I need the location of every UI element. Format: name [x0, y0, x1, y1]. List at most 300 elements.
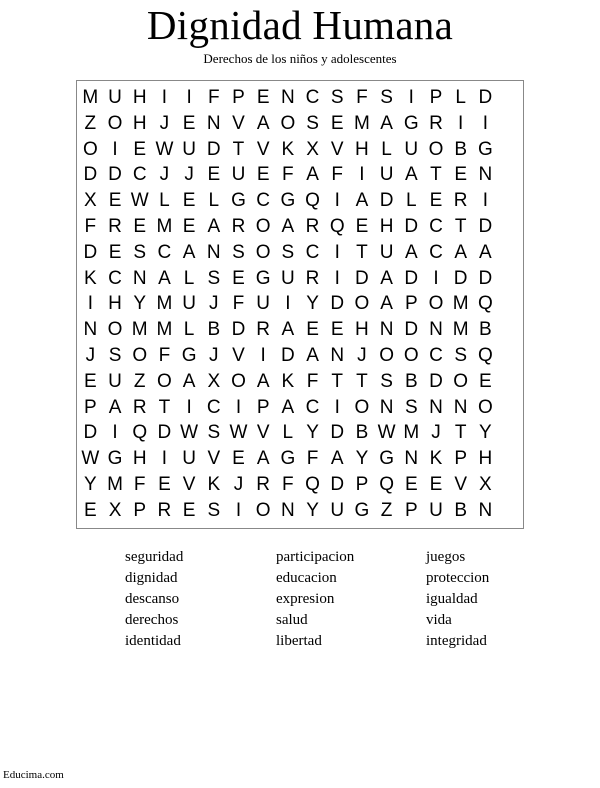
grid-letter: F: [282, 473, 294, 495]
grid-letter: D: [206, 138, 221, 160]
grid-letter: S: [404, 396, 418, 418]
grid-letter: B: [404, 370, 418, 392]
grid-letter: P: [84, 396, 97, 418]
grid-letter: H: [132, 87, 147, 108]
grid-letter: A: [256, 370, 270, 392]
grid-row: [78, 266, 524, 292]
grid-letter: E: [330, 112, 344, 134]
grid-row: [78, 214, 524, 240]
grid-letter: Y: [306, 499, 319, 521]
grid-letter: H: [355, 138, 369, 160]
grid-letter: S: [281, 241, 295, 263]
grid-letter: O: [231, 370, 246, 392]
grid-letter: N: [132, 267, 147, 289]
grid-letter: H: [132, 448, 147, 470]
grid-letter: F: [306, 370, 319, 392]
grid-letter: A: [207, 215, 221, 237]
grid-letter: M: [131, 319, 148, 341]
word-item: proteccion: [426, 570, 490, 586]
grid-letter: F: [306, 448, 319, 470]
grid-letter: F: [282, 164, 294, 186]
grid-letter: J: [184, 164, 194, 186]
grid-letter: I: [186, 87, 192, 108]
page-title: Dignidad Humana: [146, 2, 454, 48]
grid-letter: S: [306, 112, 319, 134]
word-item: juegos: [426, 549, 466, 565]
grid-row: [78, 137, 524, 163]
grid-letter: K: [84, 267, 97, 289]
grid-letter: D: [404, 267, 419, 289]
grid-letter: I: [359, 164, 365, 186]
grid-letter: L: [405, 190, 417, 212]
grid-letter: T: [356, 370, 368, 392]
grid-letter: K: [207, 473, 221, 495]
grid-letter: D: [453, 267, 468, 289]
grid-letter: E: [182, 190, 196, 212]
grid-letter: Q: [305, 190, 320, 212]
letter-grid: [78, 85, 524, 524]
grid-letter: E: [133, 215, 147, 237]
grid-letter: A: [380, 112, 393, 134]
grid-letter: Q: [477, 293, 493, 315]
grid-letter: J: [209, 293, 219, 315]
grid-row: [78, 472, 524, 498]
grid-letter: U: [379, 164, 394, 186]
grid-letter: E: [182, 112, 196, 134]
grid-letter: V: [256, 138, 270, 160]
grid-letter: N: [478, 164, 493, 186]
grid-letter: S: [380, 87, 393, 108]
grid-letter: J: [85, 344, 96, 366]
grid-letter: P: [429, 87, 443, 108]
grid-letter: Q: [305, 473, 320, 495]
word-item: derechos: [125, 612, 179, 628]
grid-row: [78, 395, 524, 421]
grid-letter: L: [381, 138, 392, 160]
grid-letter: C: [429, 215, 443, 237]
grid-letter: H: [379, 215, 394, 237]
word-item: libertad: [276, 633, 322, 649]
grid-letter: E: [454, 164, 467, 186]
grid-letter: I: [285, 293, 291, 315]
grid-letter: N: [379, 319, 394, 341]
grid-letter: D: [83, 164, 98, 186]
grid-letter: X: [479, 473, 492, 495]
grid-letter: G: [477, 138, 493, 160]
grid-letter: S: [207, 267, 221, 289]
grid-letter: M: [156, 215, 173, 237]
grid-letter: S: [108, 344, 122, 366]
grid-letter: Z: [84, 112, 97, 134]
grid-letter: T: [454, 215, 467, 237]
grid-letter: L: [208, 190, 220, 212]
grid-letter: J: [209, 344, 219, 366]
grid-letter: I: [334, 267, 340, 289]
word-item: igualdad: [426, 591, 478, 607]
grid-letter: O: [428, 293, 444, 315]
grid-letter: U: [182, 293, 196, 315]
grid-letter: R: [132, 396, 147, 418]
grid-letter: I: [458, 112, 464, 134]
grid-letter: V: [256, 422, 270, 444]
word-item: vida: [426, 612, 452, 628]
grid-letter: Q: [477, 344, 493, 366]
grid-letter: D: [157, 422, 172, 444]
grid-letter: A: [306, 164, 319, 186]
word-item: identidad: [125, 633, 181, 649]
grid-row: [78, 317, 524, 343]
grid-letter: E: [108, 241, 122, 263]
grid-letter: B: [207, 319, 221, 341]
grid-letter: D: [478, 87, 493, 108]
grid-letter: I: [482, 112, 488, 134]
grid-letter: M: [403, 422, 420, 444]
grid-letter: V: [232, 112, 245, 134]
grid-letter: V: [182, 473, 196, 495]
grid-letter: R: [108, 215, 122, 237]
grid-letter: B: [355, 422, 369, 444]
grid-letter: W: [155, 138, 174, 160]
grid-letter: U: [256, 293, 271, 315]
grid-letter: F: [356, 87, 368, 108]
grid-letter: U: [429, 499, 443, 521]
grid-row: [78, 188, 524, 214]
grid-letter: S: [330, 87, 344, 108]
grid-letter: P: [133, 499, 147, 521]
grid-letter: D: [478, 267, 493, 289]
grid-letter: G: [403, 112, 419, 134]
grid-letter: I: [433, 267, 439, 289]
grid-letter: S: [207, 422, 221, 444]
word-item: descanso: [125, 591, 180, 607]
grid-letter: G: [255, 267, 271, 289]
grid-letter: F: [207, 87, 220, 108]
grid-letter: D: [108, 164, 122, 186]
grid-letter: I: [260, 344, 266, 366]
grid-letter: E: [182, 499, 196, 521]
grid-letter: M: [156, 293, 173, 315]
grid-letter: N: [429, 319, 443, 341]
grid-letter: M: [107, 473, 123, 495]
grid-letter: A: [330, 448, 344, 470]
grid-letter: W: [229, 422, 248, 444]
grid-letter: G: [354, 499, 370, 521]
grid-letter: D: [429, 370, 443, 392]
grid-letter: K: [281, 138, 295, 160]
grid-letter: L: [183, 319, 195, 341]
grid-letter: C: [429, 344, 443, 366]
grid-letter: J: [431, 422, 441, 444]
grid-letter: U: [108, 370, 122, 392]
grid-letter: L: [282, 422, 294, 444]
grid-letter: H: [478, 448, 493, 470]
grid-letter: V: [207, 448, 221, 470]
grid-letter: A: [256, 448, 270, 470]
word-item: salud: [276, 612, 308, 628]
grid-letter: Z: [380, 499, 393, 521]
grid-letter: V: [232, 344, 245, 366]
grid-letter: A: [404, 164, 418, 186]
grid-letter: M: [82, 87, 99, 108]
grid-letter: R: [256, 473, 271, 495]
grid-letter: E: [429, 190, 443, 212]
grid-letter: Z: [133, 370, 146, 392]
grid-letter: X: [207, 370, 221, 392]
grid-row: [78, 85, 524, 111]
grid-letter: X: [108, 499, 122, 521]
grid-letter: O: [82, 138, 98, 160]
grid-letter: U: [280, 267, 295, 289]
grid-letter: O: [403, 344, 419, 366]
grid-letter: O: [379, 344, 394, 366]
grid-letter: O: [428, 138, 444, 160]
word-item: dignidad: [125, 570, 178, 586]
grid-letter: E: [479, 370, 492, 392]
grid-letter: N: [379, 396, 394, 418]
grid-letter: U: [231, 164, 246, 186]
grid-letter: R: [453, 190, 468, 212]
grid-letter: E: [355, 215, 369, 237]
grid-letter: E: [232, 267, 245, 289]
grid-letter: I: [112, 422, 118, 444]
grid-letter: O: [255, 215, 271, 237]
grid-letter: U: [379, 241, 394, 263]
grid-letter: I: [408, 87, 414, 108]
grid-letter: K: [281, 370, 295, 392]
grid-letter: A: [182, 370, 196, 392]
grid-letter: U: [182, 448, 196, 470]
grid-letter: E: [207, 164, 221, 186]
grid-letter: B: [479, 319, 492, 341]
grid-letter: T: [158, 396, 171, 418]
grid-letter: A: [182, 241, 196, 263]
grid-letter: N: [330, 344, 345, 366]
grid-letter: I: [482, 190, 488, 212]
grid-letter: O: [280, 112, 296, 134]
grid-letter: A: [108, 396, 122, 418]
grid-letter: V: [454, 473, 467, 495]
word-item: seguridad: [125, 549, 184, 565]
grid-letter: E: [256, 87, 270, 108]
grid-row: [78, 162, 524, 188]
grid-letter: R: [231, 215, 246, 237]
grid-letter: E: [330, 319, 344, 341]
grid-letter: M: [452, 319, 469, 341]
grid-letter: R: [305, 267, 320, 289]
grid-letter: S: [207, 499, 221, 521]
grid-row: [78, 498, 524, 524]
grid-letter: D: [83, 241, 98, 263]
grid-letter: D: [83, 422, 98, 444]
grid-letter: O: [354, 293, 370, 315]
grid-row: [78, 369, 524, 395]
grid-row: [78, 446, 524, 472]
grid-letter: X: [84, 190, 97, 212]
grid-letter: D: [404, 319, 419, 341]
grid-letter: I: [161, 448, 168, 470]
grid-letter: I: [334, 190, 340, 212]
grid-letter: N: [453, 396, 468, 418]
grid-letter: C: [206, 396, 221, 418]
grid-letter: D: [478, 215, 493, 237]
grid-letter: B: [454, 499, 467, 521]
word-item: expresion: [276, 591, 335, 607]
grid-letter: H: [108, 293, 122, 315]
grid-row: [78, 291, 524, 317]
grid-letter: N: [404, 448, 419, 470]
grid-letter: N: [206, 241, 221, 263]
grid-letter: A: [404, 241, 418, 263]
grid-letter: W: [130, 190, 149, 212]
grid-letter: I: [334, 241, 340, 263]
grid-letter: D: [330, 422, 345, 444]
grid-letter: C: [429, 241, 443, 263]
grid-letter: A: [281, 319, 295, 341]
grid-letter: U: [330, 499, 345, 521]
grid-letter: K: [429, 448, 443, 470]
grid-letter: T: [356, 241, 368, 263]
grid-letter: E: [306, 319, 319, 341]
grid-letter: R: [256, 319, 271, 341]
grid-letter: F: [158, 344, 171, 366]
grid-letter: C: [305, 241, 320, 263]
grid-letter: M: [452, 293, 469, 315]
grid-letter: G: [280, 190, 296, 212]
grid-letter: F: [331, 164, 344, 186]
grid-letter: Q: [132, 422, 148, 444]
grid-letter: E: [429, 473, 443, 495]
grid-letter: R: [305, 215, 320, 237]
grid-letter: I: [334, 396, 340, 418]
grid-letter: Q: [379, 473, 394, 495]
grid-letter: T: [331, 370, 344, 392]
grid-letter: U: [108, 87, 122, 108]
grid-letter: N: [429, 396, 443, 418]
grid-letter: X: [306, 138, 319, 160]
grid-letter: P: [404, 293, 418, 315]
grid-letter: O: [107, 112, 123, 134]
grid-letter: N: [478, 499, 493, 521]
grid-letter: M: [353, 112, 370, 134]
grid-letter: O: [132, 344, 148, 366]
grid-letter: A: [158, 267, 171, 289]
page-subtitle: Derechos de los niños y adolescentes: [203, 51, 397, 66]
grid-letter: F: [232, 293, 245, 315]
grid-letter: G: [379, 448, 394, 470]
grid-letter: F: [84, 215, 97, 237]
grid-letter: U: [182, 138, 196, 160]
grid-letter: L: [183, 267, 195, 289]
grid-letter: L: [455, 87, 466, 108]
grid-letter: E: [404, 473, 418, 495]
grid-letter: E: [256, 164, 270, 186]
grid-row: [78, 240, 524, 266]
grid-letter: A: [380, 293, 393, 315]
grid-letter: M: [156, 319, 173, 341]
grid-letter: I: [235, 499, 242, 521]
grid-letter: W: [180, 422, 199, 444]
grid-letter: H: [355, 319, 369, 341]
grid-letter: D: [280, 344, 295, 366]
grid-letter: A: [256, 112, 270, 134]
grid-letter: D: [330, 293, 345, 315]
grid-letter: J: [159, 164, 170, 186]
grid-letter: P: [256, 396, 270, 418]
grid-letter: T: [430, 164, 442, 186]
grid-letter: A: [454, 241, 467, 263]
grid-letter: I: [186, 396, 192, 418]
grid-letter: I: [87, 293, 93, 315]
grid-letter: Y: [479, 422, 492, 444]
grid-letter: N: [280, 87, 295, 108]
grid-letter: P: [232, 87, 245, 108]
grid-letter: O: [477, 396, 493, 418]
grid-letter: Y: [84, 473, 97, 495]
grid-letter: R: [157, 499, 172, 521]
grid-letter: O: [453, 370, 469, 392]
grid-letter: J: [233, 473, 244, 495]
grid-letter: A: [281, 396, 295, 418]
grid-letter: C: [256, 190, 271, 212]
grid-row: [78, 343, 524, 369]
word-column-1: [125, 547, 183, 652]
grid-letter: T: [232, 138, 245, 160]
grid-letter: S: [380, 370, 393, 392]
grid-letter: A: [380, 267, 393, 289]
grid-letter: Y: [355, 448, 369, 470]
grid-letter: L: [159, 190, 170, 212]
grid-letter: R: [429, 112, 443, 134]
grid-letter: D: [231, 319, 246, 341]
grid-letter: C: [108, 267, 122, 289]
grid-letter: Y: [306, 293, 319, 315]
grid-letter: C: [132, 164, 147, 186]
grid-letter: D: [379, 190, 394, 212]
grid-letter: Q: [329, 215, 345, 237]
grid-letter: Y: [306, 422, 319, 444]
grid-letter: O: [255, 499, 271, 521]
grid-letter: E: [158, 473, 171, 495]
grid-letter: S: [133, 241, 147, 263]
grid-letter: T: [454, 422, 467, 444]
word-item: participacion: [276, 549, 355, 565]
grid-letter: E: [108, 190, 122, 212]
grid-letter: C: [305, 396, 320, 418]
grid-letter: S: [232, 241, 245, 263]
grid-letter: O: [255, 241, 271, 263]
grid-letter: A: [306, 344, 319, 366]
grid-letter: B: [454, 138, 467, 160]
grid-letter: E: [84, 370, 97, 392]
grid-letter: W: [81, 448, 100, 470]
grid-row: [78, 420, 524, 446]
grid-letter: G: [107, 448, 123, 470]
grid-letter: I: [161, 87, 168, 108]
grid-letter: C: [305, 87, 320, 108]
grid-letter: O: [354, 396, 370, 418]
grid-letter: D: [330, 473, 345, 495]
grid-letter: P: [404, 499, 418, 521]
grid-letter: D: [404, 215, 419, 237]
grid-letter: A: [479, 241, 492, 263]
grid-row: [78, 111, 524, 137]
footer-credit: Educima.com: [3, 769, 64, 781]
grid-letter: G: [280, 448, 296, 470]
grid-letter: W: [377, 422, 396, 444]
grid-letter: O: [157, 370, 172, 392]
grid-letter: G: [181, 344, 197, 366]
grid-letter: G: [231, 190, 246, 212]
